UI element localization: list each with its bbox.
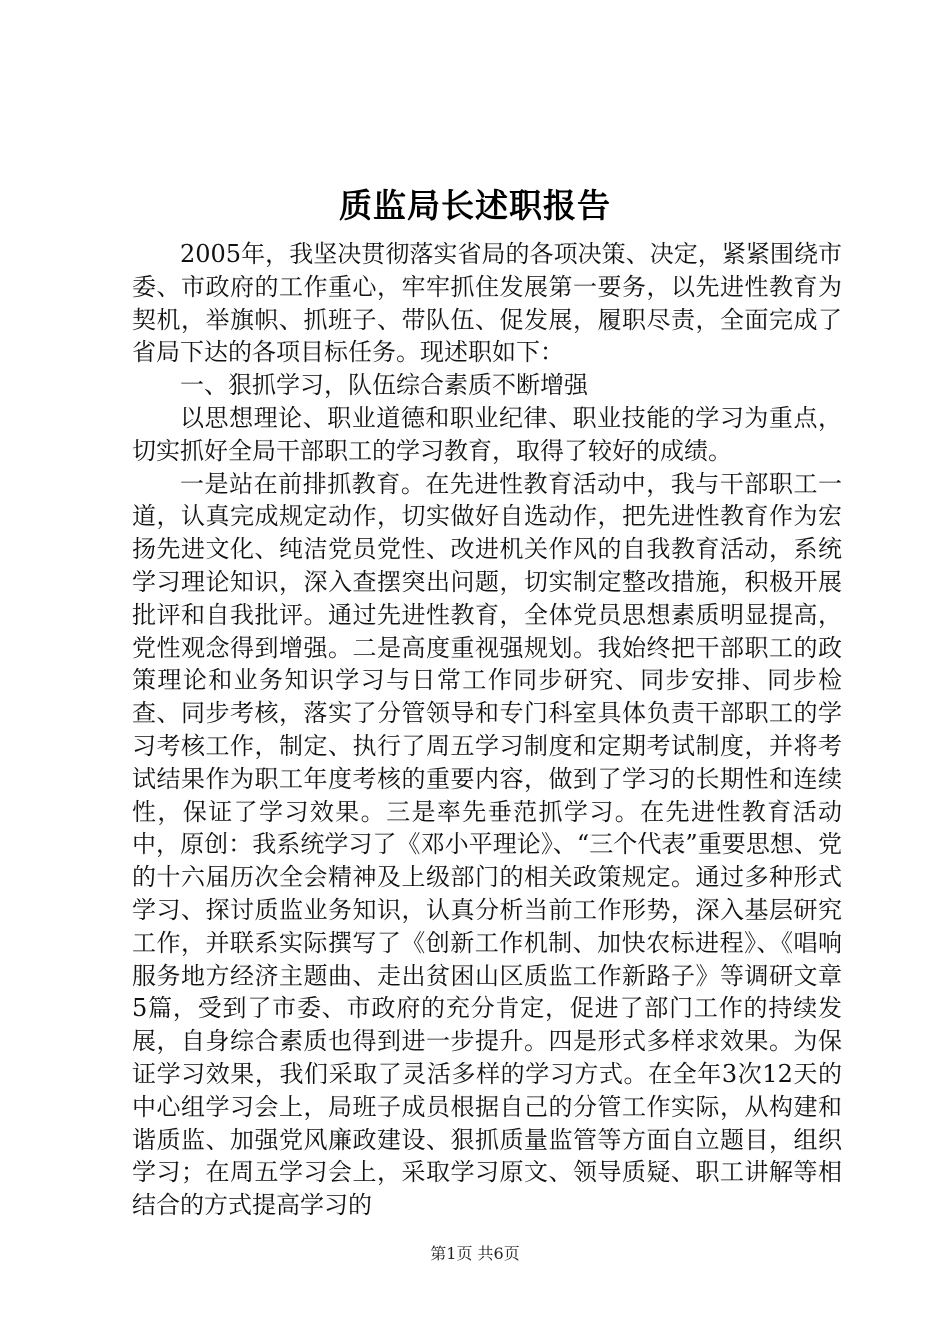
paragraph-summary: 以思想理论、职业道德和职业纪律、职业技能的学习为重点，切实抓好全局干部职工的学习教育，取得了较好的成绩。 bbox=[132, 403, 842, 465]
section-heading: 一、狠抓学习，队伍综合素质不断增强 bbox=[180, 371, 588, 400]
document-title: 质监局长述职报告 bbox=[339, 186, 611, 225]
paragraph-intro: 2005年，我坚决贯彻落实省局的各项决策、决定，紧紧围绕市委、市政府的工作重心，牢牢抓住发展第一要务，以先进性教育为契机，举旗帜、抓班子、带队伍、促发展，履职尽责，全面完成了省局下达的各项目标任务。现述职如下： bbox=[132, 240, 842, 367]
paragraph-details: 一是站在前排抓教育。在先进性教育活动中，我与干部职工一道，认真完成规定动作，切实做好自选动作，把先进性教育作为宏扬先进文化、纯洁党员党性、改进机关作风的自我教育活动，系统学习理论知识，深入查摆突出问题，切实制定整改措施，积极开展批评和自我批评。通过先进性教育，全体党员思想素质明显提高，党性观念得到增强。二是高度重视强规划。我始终把干部职工的政策理论和业务知识学习与日常工作同步研究、同步安排、同步检查、同步考核，落实了分管领导和专门科室具体负责干部职工的学习考核工作，制定、执行了周五学习制度和定期考试制度，并将考试结果作为职工年度考核的重要内容，做到了学习的长期性和连续性，保证了学习效果。三是率先垂范抓学习。在先进性教育活动中，原创：我系统学习了《邓小平理论》、“三个代表”重要思想、党的十六届历次全会精神及上级部门的相关政策规定。通过多种形式学习、探讨质监业务知识，认真分析当前工作形势，深入基层研究工作，并联系实际撰写了《创新工作机制、加快农标进程》、《唱响服务地方经济主题曲、走出贫困山区质监工作新路子》等调研文章5篇，受到了市委、市政府的充分肯定，促进了部门工作的持续发展，自身综合素质也得到进一步提升。四是形式多样求效果。为保证学习效果，我们采取了灵活多样的学习方式。在全年3次12天的中心组学习会上，局班子成员根据自己的分管工作实际，从构建和谐质监、加强党风廉政建设、狠抓质量监管等方面自立题目，组织学习；在周五学习会上，采取学习原文、领导质疑、职工讲解等相结合的方式提高学习的 bbox=[132, 469, 842, 1220]
document-body bbox=[132, 238, 842, 1222]
page-footer: 第1页 共6页 bbox=[430, 1244, 520, 1263]
